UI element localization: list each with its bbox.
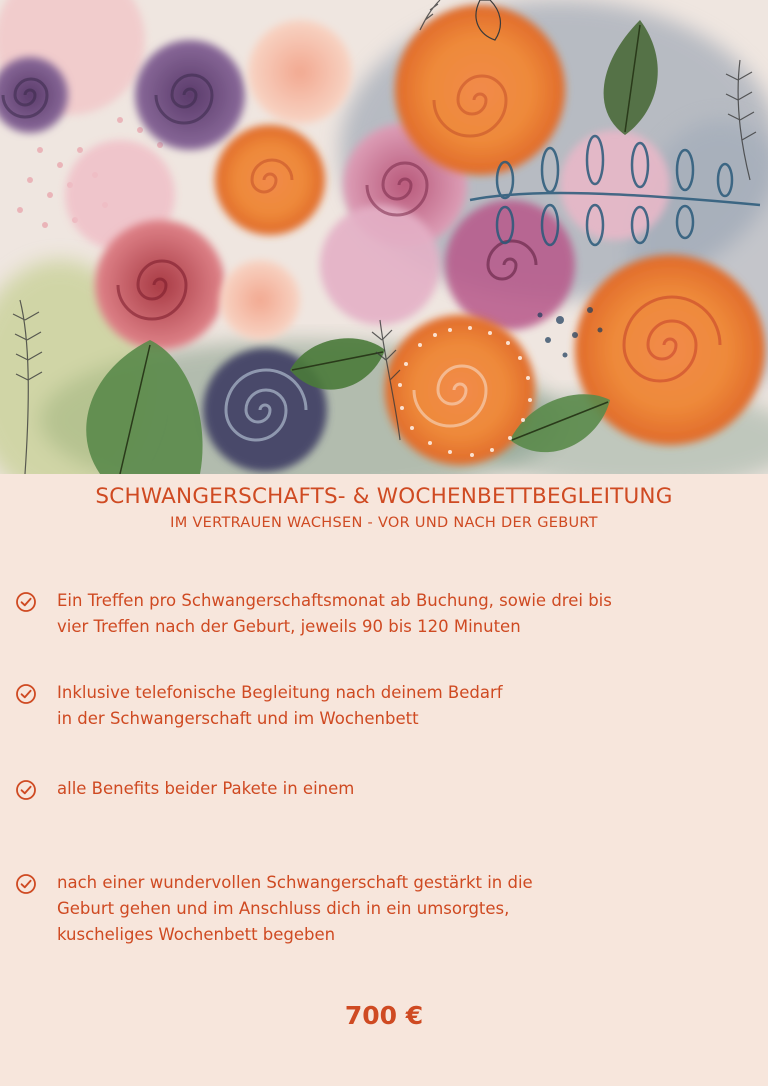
check-circle-icon	[15, 779, 37, 801]
feature-line: Ein Treffen pro Schwangerschaftsmonat ab Buchung, sowie drei bis	[57, 591, 612, 610]
watercolor-flowers-illustration	[0, 0, 768, 474]
feature-line: nach einer wundervollen Schwangerschaft gestärkt in die	[57, 873, 533, 892]
feature-line: in der Schwangerschaft und im Wochenbett	[57, 709, 419, 728]
page-subtitle: IM VERTRAUEN WACHSEN - VOR UND NACH DER GEBURT	[170, 515, 598, 531]
feature-line: Geburt gehen und im Anschluss dich in ein umsorgtes,	[57, 899, 510, 918]
feature-text	[57, 870, 737, 948]
feature-line: kuscheliges Wochenbett begeben	[57, 925, 336, 944]
feature-line: vier Treffen nach der Geburt, jeweils 90 bis 120 Minuten	[57, 617, 521, 636]
feature-text	[57, 680, 737, 732]
feature-text	[57, 588, 737, 640]
check-circle-icon	[15, 873, 37, 895]
feature-text	[57, 776, 737, 802]
check-circle-icon	[15, 683, 37, 705]
page-title: SCHWANGERSCHAFTS- & WOCHENBETTBEGLEITUNG	[95, 484, 673, 509]
feature-line: Inklusive telefonische Begleitung nach deinem Bedarf	[57, 683, 503, 702]
hero-watercolor-illustration	[0, 0, 768, 474]
price-label: 700 €	[344, 1001, 424, 1030]
check-circle-icon	[15, 591, 37, 613]
feature-line: alle Benefits beider Pakete in einem	[57, 779, 355, 798]
